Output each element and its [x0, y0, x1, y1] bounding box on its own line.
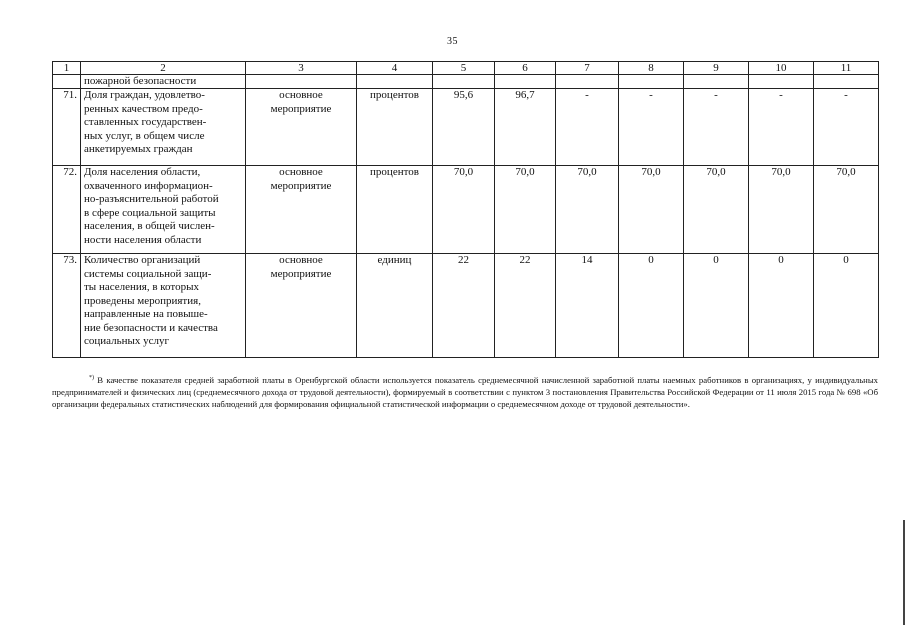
table-cell — [357, 75, 433, 89]
footnote — [52, 374, 878, 410]
table-row — [53, 89, 879, 166]
column-number: 10 — [749, 62, 814, 75]
table-cell — [684, 75, 749, 89]
table-cell — [495, 75, 556, 89]
table-cell — [246, 75, 357, 89]
indicator-name: Доля граждан, удовлетво- ренных качеством предо- ставленных государствен- ных услуг, в общем числе анкетируемых граждан — [81, 89, 246, 166]
column-number-row — [53, 62, 879, 75]
indicator-value: - — [814, 89, 879, 166]
indicator-value: - — [619, 89, 684, 166]
table-row — [53, 166, 879, 254]
indicator-value: 70,0 — [684, 166, 749, 254]
table-cell — [433, 75, 495, 89]
indicator-value: 70,0 — [619, 166, 684, 254]
row-number: 72. — [53, 166, 81, 254]
indicator-value: 96,7 — [495, 89, 556, 166]
indicator-value: 0 — [814, 254, 879, 358]
column-number: 11 — [814, 62, 879, 75]
indicator-value: 70,0 — [814, 166, 879, 254]
unit-of-measure: процентов — [357, 89, 433, 166]
row-number: 73. — [53, 254, 81, 358]
column-number: 4 — [357, 62, 433, 75]
indicator-value: 0 — [684, 254, 749, 358]
continuation-text: пожарной безопасности — [81, 75, 246, 89]
indicator-name: Доля населения области, охваченного информацион- но-разъяснительной работой в сфере социальной защиты населения, в общей числен- ности населения области — [81, 166, 246, 254]
table-cell — [53, 75, 81, 89]
indicator-value: 0 — [749, 254, 814, 358]
indicator-value: 0 — [619, 254, 684, 358]
indicator-value: 70,0 — [556, 166, 619, 254]
indicator-value: 22 — [495, 254, 556, 358]
indicator-value: 70,0 — [433, 166, 495, 254]
footnote-text: В качестве показателя средней заработной платы в Оренбургской области используется показатель среднемесячной начисленной заработной платы наемных работников в организациях, у индивидуальных предпринимателей и физических лиц (среднемесячного дохода от трудовой деятельности), формируемый в соответствии с пунктом 3 постановления Правительства Российской Федерации от 11 июля 2015 года № 698 «Об организации федеральных статистических наблюдений для формирования официальной статистической информации о среднемесячном доходе от трудовой деятельности». — [52, 375, 878, 409]
table-cell — [814, 75, 879, 89]
indicator-value: 14 — [556, 254, 619, 358]
row-number: 71. — [53, 89, 81, 166]
indicator-name: Количество организаций системы социальной защи- ты населения, в которых проведены мероприятия, направленные на повыше- ние безопасности и качества социальных услуг — [81, 254, 246, 358]
table-cell — [749, 75, 814, 89]
unit-of-measure: процентов — [357, 166, 433, 254]
indicator-value: - — [749, 89, 814, 166]
column-number: 3 — [246, 62, 357, 75]
table-cell — [556, 75, 619, 89]
column-number: 7 — [556, 62, 619, 75]
column-number: 8 — [619, 62, 684, 75]
column-number: 9 — [684, 62, 749, 75]
indicator-value: 70,0 — [749, 166, 814, 254]
activity-type: основное мероприятие — [246, 166, 357, 254]
continuation-row — [53, 75, 879, 89]
column-number: 1 — [53, 62, 81, 75]
indicator-value: 95,6 — [433, 89, 495, 166]
indicator-value: - — [684, 89, 749, 166]
table-cell — [619, 75, 684, 89]
indicator-value: 22 — [433, 254, 495, 358]
column-number: 2 — [81, 62, 246, 75]
footnote-marker: *) — [89, 375, 94, 382]
page-number: 35 — [447, 36, 458, 47]
activity-type: основное мероприятие — [246, 254, 357, 358]
indicators-table — [52, 61, 879, 358]
indicator-value: 70,0 — [495, 166, 556, 254]
column-number: 5 — [433, 62, 495, 75]
table-row — [53, 254, 879, 358]
unit-of-measure: единиц — [357, 254, 433, 358]
activity-type: основное мероприятие — [246, 89, 357, 166]
column-number: 6 — [495, 62, 556, 75]
indicator-value: - — [556, 89, 619, 166]
